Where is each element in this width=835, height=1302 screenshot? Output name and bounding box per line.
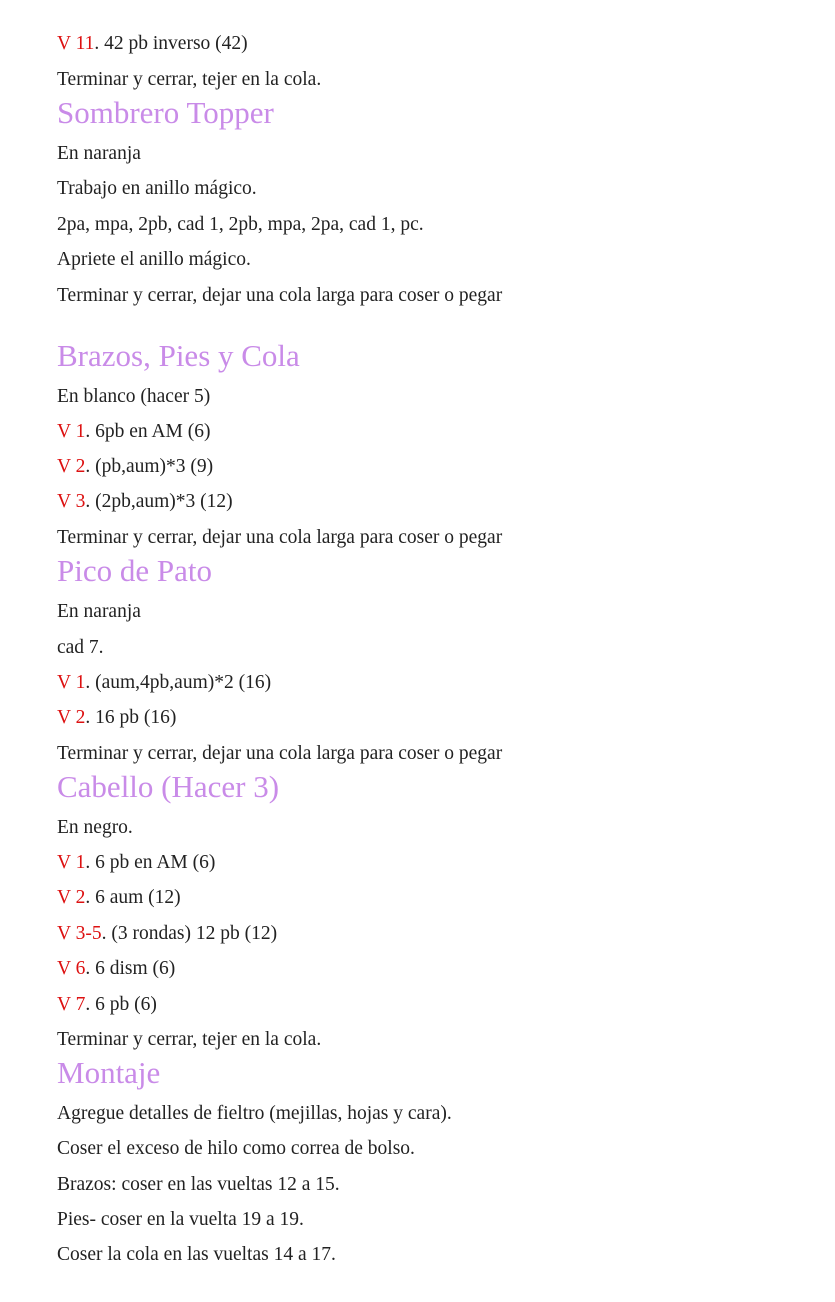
pattern-round (57, 455, 213, 479)
pattern-round (57, 706, 176, 730)
pattern-round (57, 886, 181, 910)
round-instruction: . 6pb en AM (6) (85, 421, 211, 442)
pattern-round (57, 420, 210, 444)
instruction-line: Terminar y cerrar, dejar una cola larga para coser o pegar (57, 743, 503, 764)
instruction-line: Terminar y cerrar, dejar una cola larga para coser o pegar (57, 285, 503, 306)
round-instruction: . 6 aum (12) (85, 887, 181, 908)
round-label: V 7 (57, 994, 86, 1015)
instruction-line: Pies- coser en la vuelta 19 a 19. (57, 1209, 304, 1230)
pattern-round (57, 922, 277, 946)
section-heading-sombrero-topper: Sombrero Topper (57, 95, 274, 130)
instruction-line: Terminar y cerrar, tejer en la cola. (57, 1029, 322, 1050)
instruction-line: En naranja (57, 601, 141, 622)
instruction-line: 2pa, mpa, 2pb, cad 1, 2pb, mpa, 2pa, cad 1, pc. (57, 214, 424, 235)
instruction-line: En blanco (hacer 5) (57, 386, 211, 407)
round-instruction: . 16 pb (16) (85, 707, 177, 728)
instruction-line: cad 7. (57, 637, 104, 658)
round-label: V 2 (57, 707, 86, 728)
round-instruction: . 6 dism (6) (85, 958, 176, 979)
instruction-line: En naranja (57, 143, 141, 164)
instruction-line: Coser la cola en las vueltas 14 a 17. (57, 1244, 336, 1265)
round-instruction: . (2pb,aum)*3 (12) (85, 491, 233, 512)
instruction-line: Apriete el anillo mágico. (57, 249, 251, 270)
round-instruction: . (3 rondas) 12 pb (12) (101, 923, 278, 944)
instruction-line: Brazos: coser en las vueltas 12 a 15. (57, 1174, 340, 1195)
section-heading-brazos-pies-y-cola: Brazos, Pies y Cola (57, 338, 300, 373)
pattern-round (57, 32, 248, 56)
round-label: V 3 (57, 491, 86, 512)
round-label: V 11 (57, 33, 95, 54)
round-label: V 1 (57, 421, 86, 442)
pattern-round (57, 957, 175, 981)
pattern-round (57, 851, 215, 875)
instruction-line: Terminar y cerrar, dejar una cola larga para coser o pegar (57, 527, 503, 548)
instruction-line: Terminar y cerrar, tejer en la cola. (57, 69, 322, 90)
section-heading-cabello-hacer-3: Cabello (Hacer 3) (57, 769, 280, 804)
round-instruction: . (pb,aum)*3 (9) (85, 456, 214, 477)
round-instruction: . 6 pb (6) (85, 994, 157, 1015)
pattern-round (57, 671, 271, 695)
round-label: V 3-5 (57, 923, 102, 944)
round-instruction: . 6 pb en AM (6) (85, 852, 216, 873)
round-label: V 1 (57, 852, 86, 873)
round-label: V 2 (57, 456, 86, 477)
section-heading-montaje: Montaje (57, 1055, 161, 1090)
pattern-round (57, 993, 157, 1017)
round-instruction: . (aum,4pb,aum)*2 (16) (85, 672, 272, 693)
instruction-line: Trabajo en anillo mágico. (57, 178, 257, 199)
pattern-round (57, 490, 233, 514)
round-label: V 2 (57, 887, 86, 908)
instruction-line: Coser el exceso de hilo como correa de bolso. (57, 1138, 415, 1159)
round-label: V 1 (57, 672, 86, 693)
section-heading-pico-de-pato: Pico de Pato (57, 553, 212, 588)
round-label: V 6 (57, 958, 86, 979)
instruction-line: En negro. (57, 817, 133, 838)
round-instruction: . 42 pb inverso (42) (94, 33, 248, 54)
instruction-line: Agregue detalles de fieltro (mejillas, hojas y cara). (57, 1103, 452, 1124)
